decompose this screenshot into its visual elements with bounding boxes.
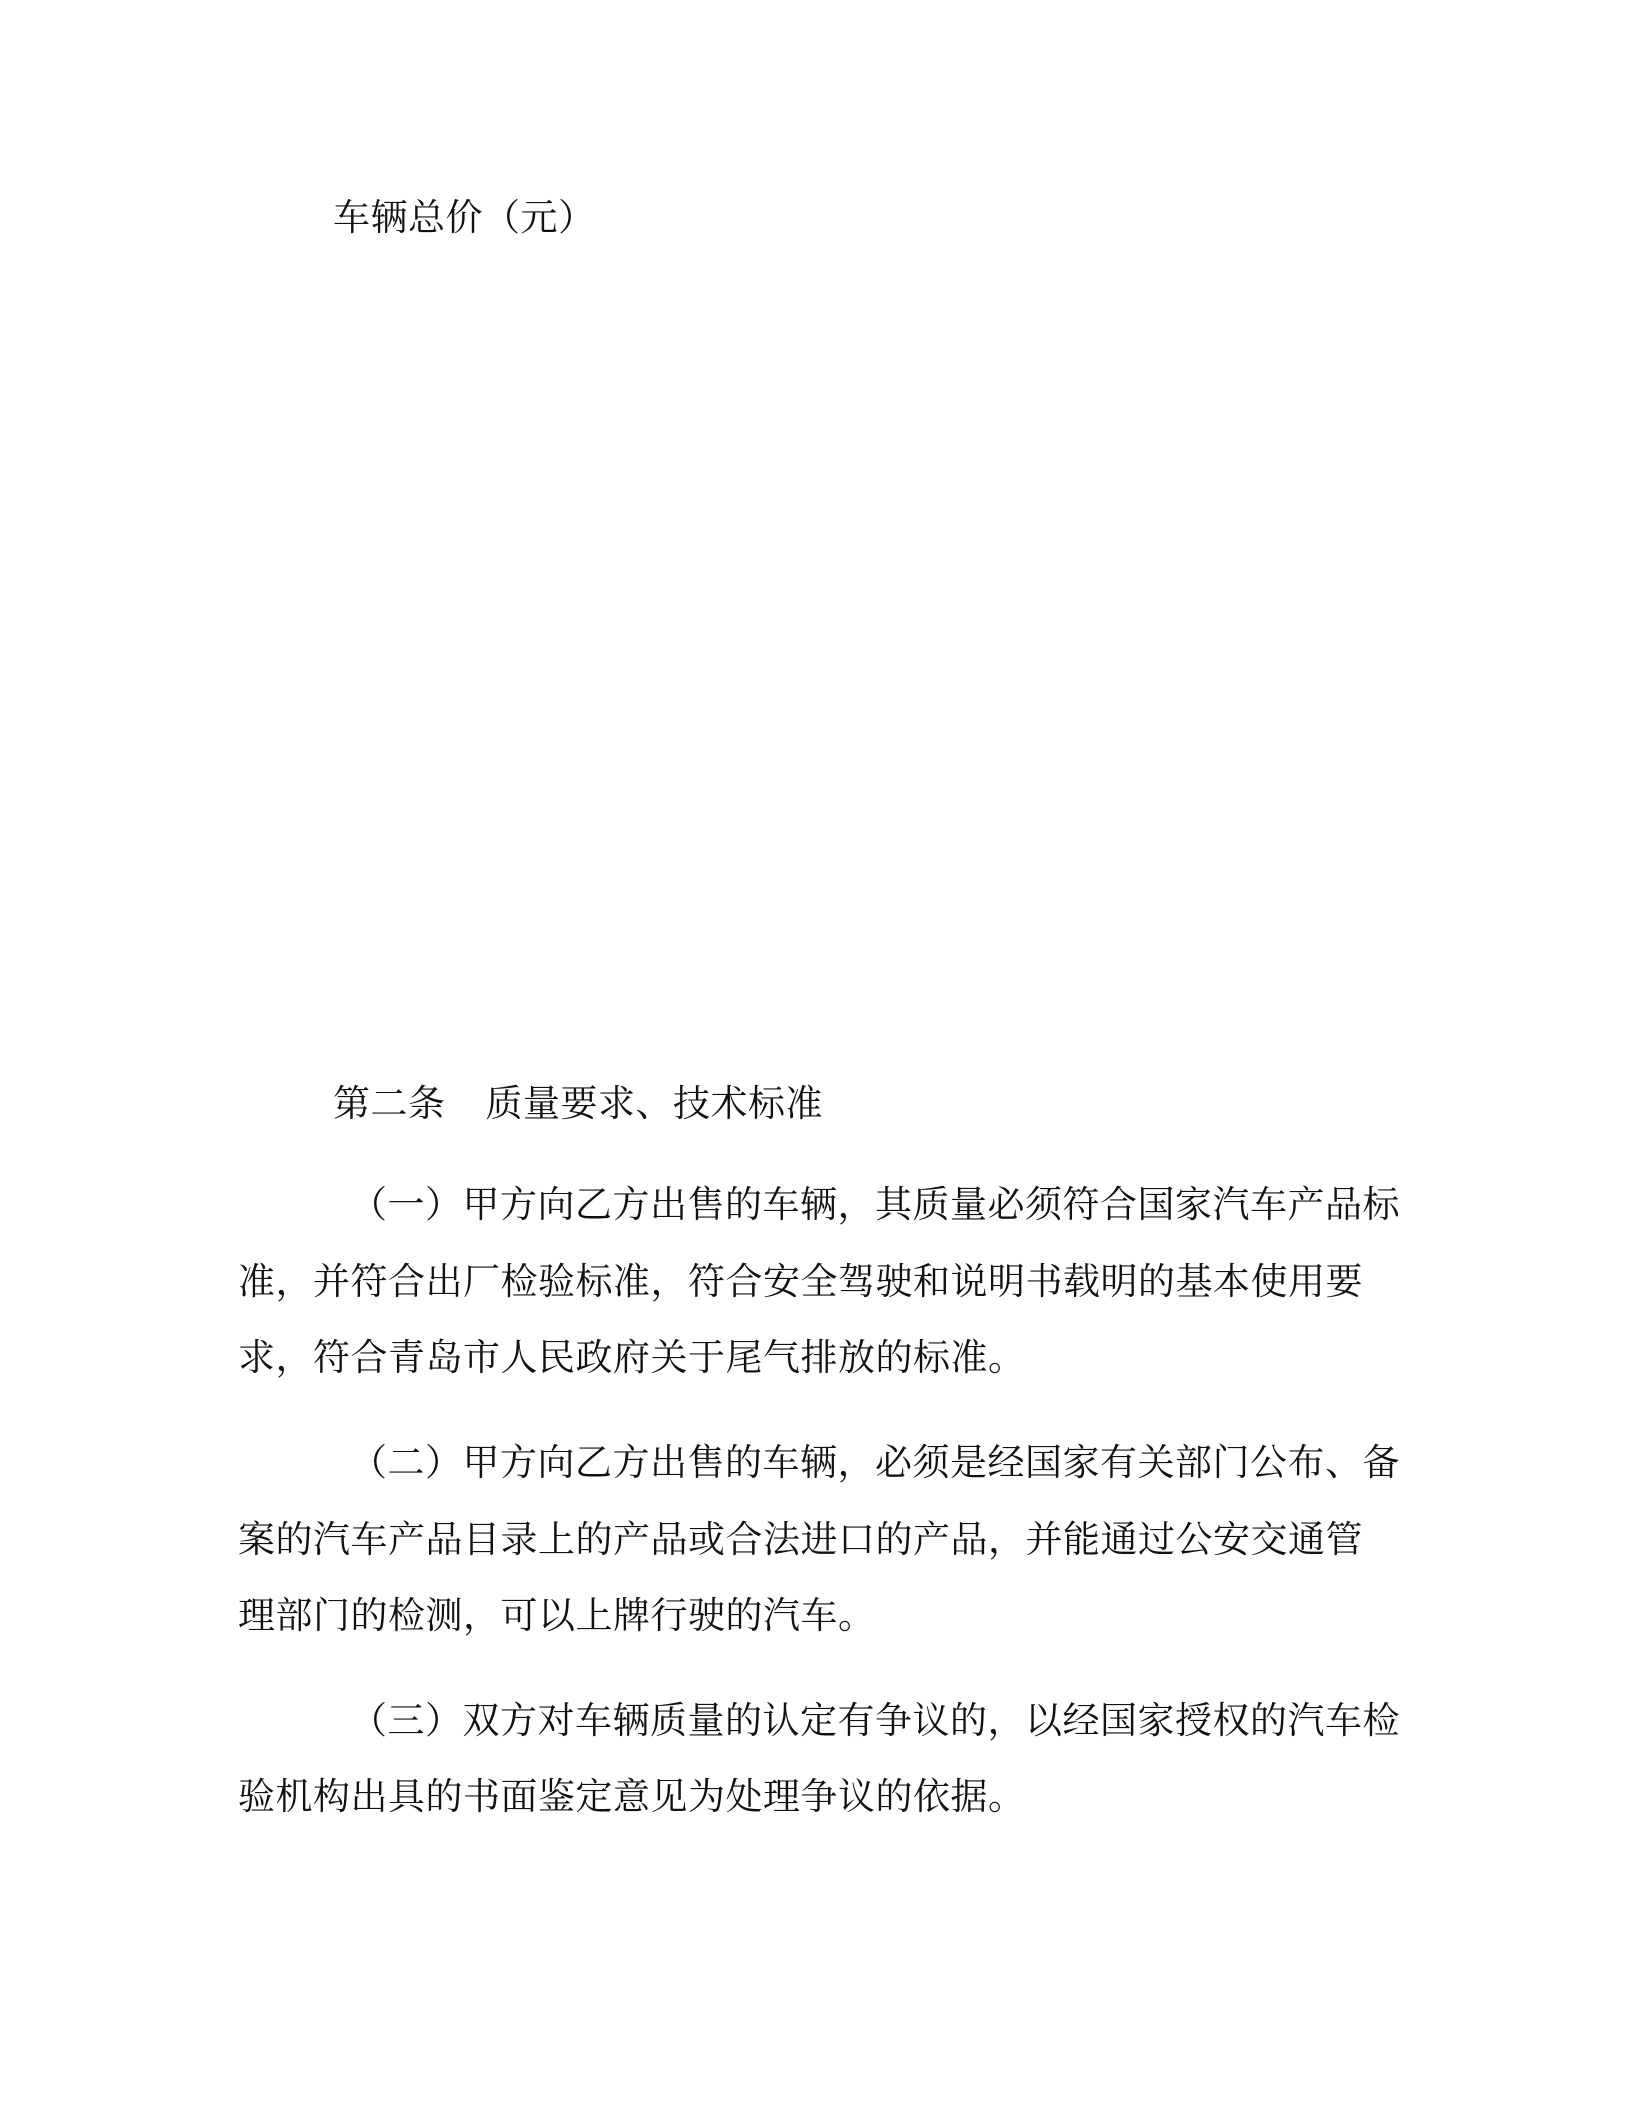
clause-line: 理部门的检测，可以上牌行驶的汽车。 (238, 1594, 876, 1637)
price-label: 车辆总价（元） (333, 196, 596, 239)
clause-line: （一）甲方向乙方出售的车辆，其质量必须符合国家汽车产品标 (350, 1183, 1400, 1226)
clause-line: （三）双方对车辆质量的认定有争议的，以经国家授权的汽车检 (350, 1699, 1400, 1742)
article-heading (333, 1082, 823, 1126)
clause-line: 求，符合青岛市人民政府关于尾气排放的标准。 (238, 1336, 1026, 1379)
clause-line: （二）甲方向乙方出售的车辆，必须是经国家有关部门公布、备 (350, 1441, 1400, 1484)
clause-line: 验机构出具的书面鉴定意见为处理争议的依据。 (238, 1775, 1026, 1818)
clause-line: 案的汽车产品目录上的产品或合法进口的产品，并能通过公安交通管 (238, 1518, 1363, 1561)
article-number: 第二条 (333, 1082, 446, 1125)
article-title: 质量要求、技术标准 (485, 1082, 823, 1125)
clause-line: 准，并符合出厂检验标准，符合安全驾驶和说明书载明的基本使用要 (238, 1260, 1363, 1303)
